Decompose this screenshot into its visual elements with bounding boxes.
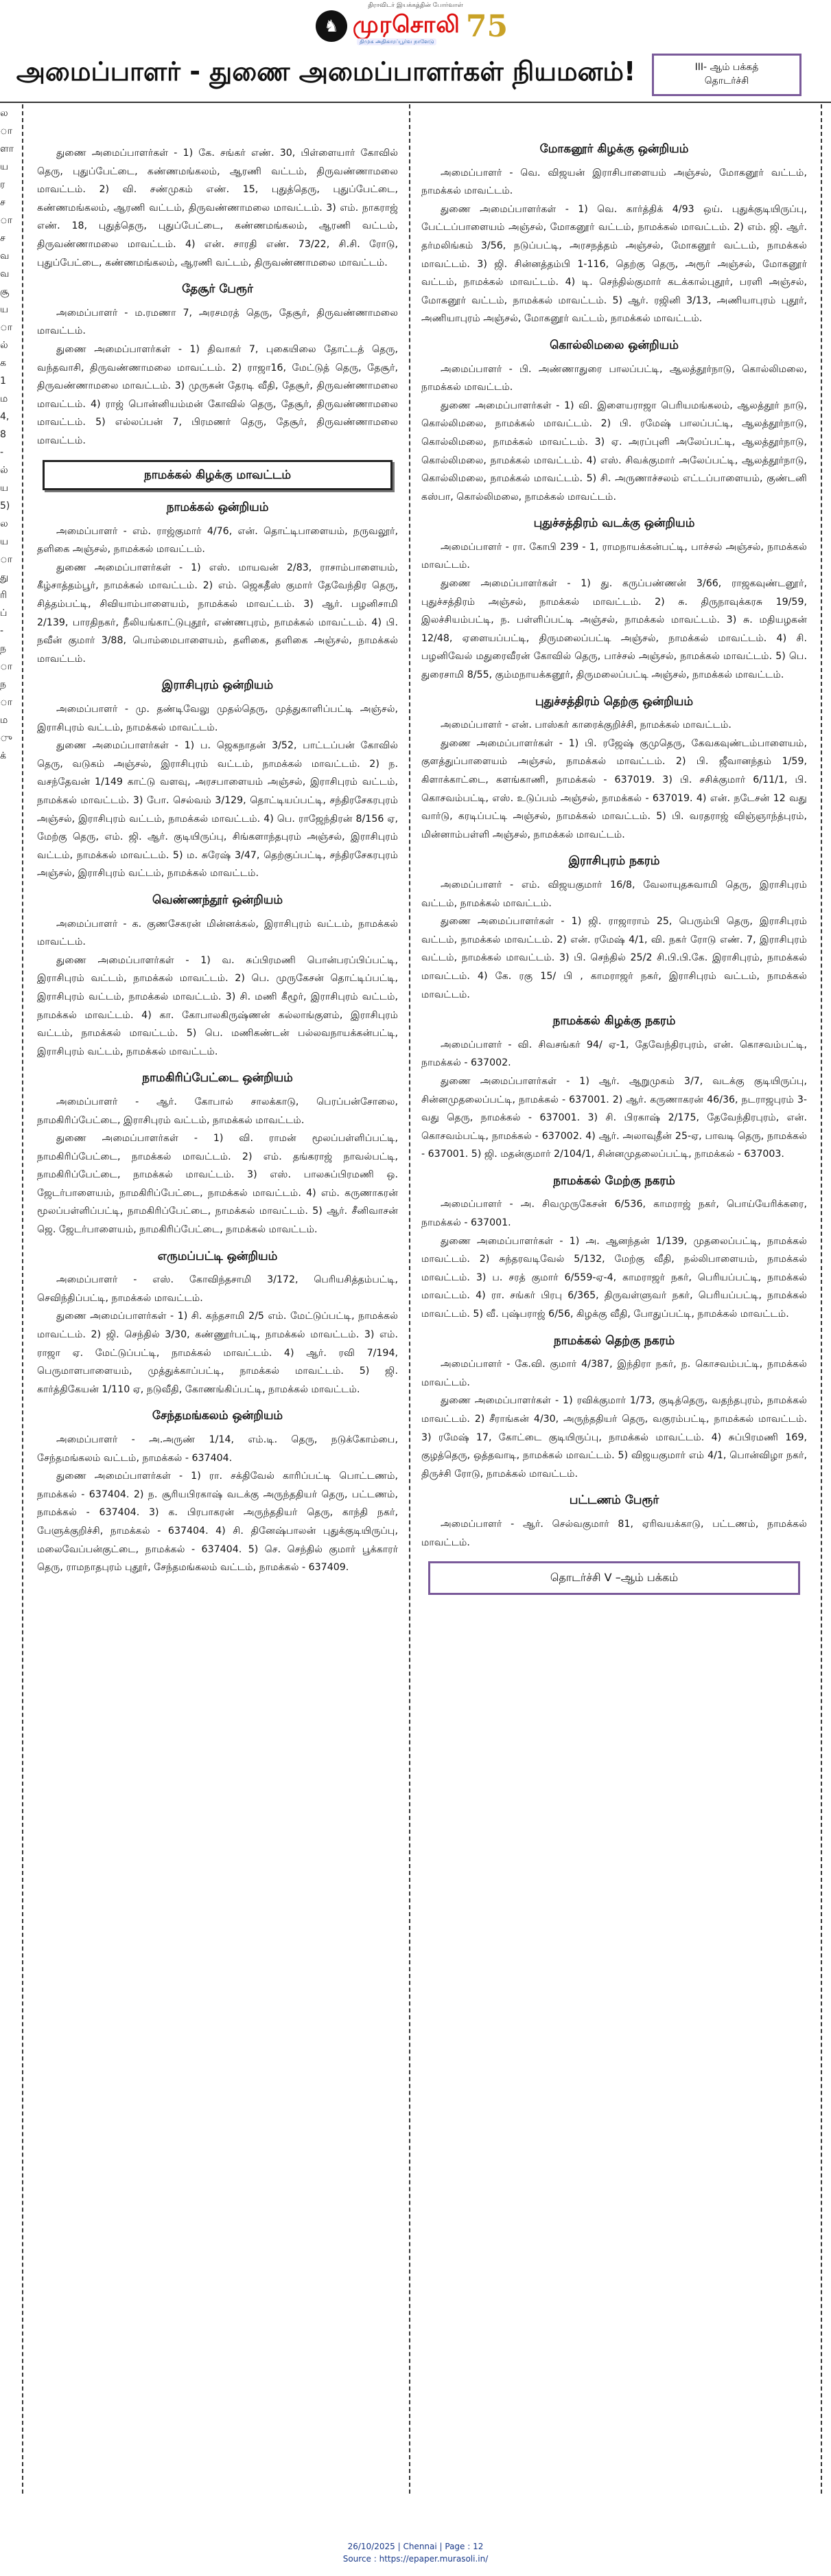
article-paragraph: துணை அமைப்பாளர்கள் - 1) சி. கந்தசாமி 2/5 எம். மேட்டுப்பட்டி, நாமக்கல் மாவட்டம். 2) ஜி. செந்தில் 3/30, கண்ணூர்பட்டி, நாமக்கல் மாவட்டம். 3) எம். ராஜா ஏ. மேட்டுப்பட்டி, நாமக்கல் மாவட்டம். 4) ஆர். ரவி 7/194, பெருமாளபாளையம், முத்துக்காப்பட்டி, நாமக்கல் மாவட்டம். 5) ஜி. கார்த்திகேயன் 1/110 ஏ, நடுவீதி, கோணங்கிப்பட்டி, நாமக்கல் மாவட்டம். xyxy=(37,1311,398,1395)
article-paragraph: துணை அமைப்பாளர்கள் - 1) வி. ராமன் மூலப்பள்ளிப்பட்டி, நாமகிரிப்பேட்டை, நாமக்கல் மாவட்டம். 2) எம். தங்கராஜ் நாவல்பட்டி, நாமகிரிப்பேட்டை, நாமக்கல் மாவட்டம். 3) எஸ். பாலசுப்பிரமணி ஒ. ஜேடர்பாளையம், நாமகிரிப்பேட்டை, நாமக்கல் மாவட்டம். 4) எம். கருணாகரன் மூலப்பள்ளிப்பட்டி, நாமகிரிப்பேட்டை, நாமக்கல் மாவட்டம். 5) ஆர். சீனிவாசன் ஜெ. ஜேடர்பாளையம், நாமகிரிப்பேட்டை, நாமக்கல் மாவட்டம். xyxy=(37,1133,398,1236)
article-paragraph: துணை அமைப்பாளர்கள் - 1) வெ. கார்த்திக் 4/93 ஒய். புதுக்குடியிருப்பு, பேட்டப்பாளையம் அஞ்சல், மோகனூர் வட்டம், நாமக்கல் மாவட்டம். 2) எம். ஜி. ஆர். தர்மலிங்கம் 3/56, நடுப்பட்டி, அரசநத்தம் அஞ்சல், மோகனூர் வட்டம், நாமக்கல் மாவட்டம். 3) ஜி. சின்னத்தம்பி 1-116, தெற்கு தெரு, அரூர் அஞ்சல், மோகனூர் வட்டம், நாமக்கல் மாவட்டம். 4) டி. செந்தில்குமார் கடக்கால்புதூர், பரளி அஞ்சல், மோகனூர் வட்டம், நாமக்கல் மாவட்டம். 5) ஆர். ரஜினி 3/13, அணியாபுரம் புதூர், அணியாபுரம் அஞ்சல், மோகனூர் வட்டம், நாமக்கல் மாவட்டம். xyxy=(421,203,807,325)
article-paragraph: அமைப்பாளர் - எம். விஜயகுமார் 16/8, வேலாயுதசுவாமி தெரு, இராசிபுரம் வட்டம், நாமக்கல் மாவட்டம். xyxy=(421,879,807,909)
cropped-text-fragment: ா xyxy=(0,322,12,333)
cropped-text-fragment: ம xyxy=(0,715,8,726)
article-column-1 xyxy=(37,144,398,1577)
cropped-text-fragment: 1 xyxy=(0,376,6,387)
article-paragraph: அமைப்பாளர் - என். பாஸ்கர் காரைக்குறிச்சி, நாமக்கல் மாவட்டம். xyxy=(441,720,731,731)
cropped-text-fragment: ா xyxy=(0,554,12,565)
article-paragraph: அமைப்பாளர் - ம.ரமணா 7, அரசமரத் தெரு, தேசூர், திருவண்ணாமலை மாவட்டம். xyxy=(37,307,398,337)
section-heading: வெண்ணந்தூர் ஒன்றியம் xyxy=(152,893,283,907)
cropped-text-fragment: ளா xyxy=(0,143,14,154)
cropped-text-fragment: ல் xyxy=(0,465,8,476)
column-divider-2 xyxy=(409,104,410,2494)
cropped-text-fragment: 4, xyxy=(0,411,10,422)
edition-info: 26/10/2025 | Chennai | Page : 12 xyxy=(347,2542,484,2551)
cropped-text-fragment: ரி xyxy=(0,590,8,601)
article-paragraph: துணை அமைப்பாளர்கள் - 1) எஸ். மாயவன் 2/83, ராசாம்பாளையம், கீழ்சாத்தம்பூர், நாமக்கல் மாவட்டம். 2) எம். ஜெகதீஸ் குமார் தேவேந்திர தெரு, சித்தம்பட்டி, சிவியாம்பாளையம், நாமக்கல் மாவட்டம். 3) ஆர். பழனிசாமி 2/139, பாரதிநகர், நீலியங்காட்டுபுதூர், எண்ணபுரம், நாமக்கல் மாவட்டம். 4) பி. நவீன் குமார் 3/88, பொம்மைபாளையம், தளிகை, தளிகை அஞ்சல், நாமக்கல் மாவட்டம். xyxy=(37,562,398,665)
article-paragraph: துணை அமைப்பாளர்கள் - 1) வி. இளையராஜா பெரியமங்கலம், ஆலத்தூர் நாடு, கொல்லிமலை, நாமக்கல் மாவட்டம். 2) பி. ரமேஷ் பாலப்பட்டி, ஆலத்தூர்நாடு, கொல்லிமலை, நாமக்கல் மாவட்டம். 3) ஏ. அரப்புளி அலேப்பட்டி, ஆலத்தூர்நாடு, கொல்லிமலை, நாமக்கல் மாவட்டம். 4) எஸ். சிவக்குமார் அலேப்பட்டி, ஆலத்தூர்நாடு, கொல்லிமலை, நாமக்கல் மாவட்டம். 5) சி. அருணாச்சலம் எட்டப்பாளையம், குண்டனி கஸ்பா, கொல்லிமலை, நாமக்கல் மாவட்டம். xyxy=(421,400,807,503)
article-paragraph: அமைப்பாளர் - ஆர். கோபால் சாலக்காடு, பெரப்பன்சோலை, நாமகிரிப்பேட்டை, இராசிபுரம் வட்டம், நாமக்கல் மாவட்டம். xyxy=(37,1096,398,1126)
cropped-text-fragment: ப் xyxy=(0,608,8,619)
masthead-subtitle: திமுக அதிகாரப்பூர்வ நாளேடு xyxy=(357,38,436,45)
cropped-text-fragment: ு xyxy=(0,733,12,744)
cropped-text-fragment: ா xyxy=(0,697,12,708)
cropped-text-fragment: ல xyxy=(0,518,8,529)
article-paragraph: துணை அமைப்பாளர்கள் - 1) து. கருப்பண்ணன் 3/66, ராஜகவுண்டனூர், புதுச்சத்திரம் அஞ்சல், நாமக்கல் மாவட்டம். 2) சு. திருநாவுக்கரசு 19/59, இலச்சியம்பட்டி, ந. பள்ளிப்பட்டி அஞ்சல், நாமக்கல் மாவட்டம். 3) சு. மதியழகன் 12/48, ஏளையப்பட்டி, திருமலைப்பட்டி அஞ்சல், நாமக்கல் மாவட்டம். 4) சி. பழனிவேல் மதுரைவீரன் கோவில் தெரு, பாச்சல் அஞ்சல், நாமக்கல் மாவட்டம். 5) பெ. துரைசாமி 8/55, கும்மநாயக்கனூர், திருமலைப்பட்டி அஞ்சல், நாமக்கல் மாவட்டம். xyxy=(421,578,807,681)
cropped-text-fragment: ய xyxy=(0,161,9,172)
article-paragraph: அமைப்பாளர் - அ.அருண் 1/14, எம்.டி. தெரு, நடுக்கோம்பை, சேந்தமங்கலம் வட்டம், நாமக்கல் - 637404. xyxy=(37,1434,398,1464)
cropped-text-fragment: ந xyxy=(0,643,6,654)
cropped-text-fragment: ா xyxy=(0,661,12,672)
cropped-text-fragment: ல் xyxy=(0,340,8,351)
article-paragraph: துணை அமைப்பாளர்கள் - 1) ரா. சக்திவேல் காரிப்பட்டி பொட்டணம், நாமக்கல் - 637404. 2) ந. சூரியபிரகாஷ் வடக்கு அருந்ததியர் தெரு, பட்டணம், நாமக்கல் - 637404. 3) க. பிரபாகரன் அருந்ததியர் தெரு, காந்தி நகர், பேளுக்குறிச்சி, நாமக்கல் - 637404. 4) சி. தினேஷ்பாலன் புதுக்குடியிருப்பு, மலைவேப்பன்குட்டை, நாமக்கல் - 637404. 5) செ. செந்தில் குமார் பூக்காரர் தெரு, ராமநாதபுரம் புதூர், சேந்தமங்கலம் வட்டம், நாமக்கல் - 637409. xyxy=(37,1471,398,1574)
article-paragraph: துணை அமைப்பாளர்கள் - 1) அ. ஆனந்தன் 1/139, முதலைப்பட்டி, நாமக்கல் மாவட்டம். 2) சுந்தரவடிவேல் 5/132, மேற்கு வீதி, நல்லிபாளையம், நாமக்கல் மாவட்டம். 3) ப. சரத் குமார் 6/559-ஏ-4, காமராஜர் நகர், பெரியப்பட்டி, நாமக்கல் மாவட்டம். 4) ரா. சங்கர் பிரபு 6/365, திருவள்ளுவர் நகர், பெரியப்பட்டி, நாமக்கல் மாவட்டம். 5) வீ. புஷ்பராஜ் 6/56, கிழக்கு வீதி, போதுப்பட்டி, நாமக்கல் மாவட்டம். xyxy=(421,1235,807,1320)
article-paragraph: அமைப்பாளர் - ஆர். செல்வகுமார் 81, ஏரிவயக்காடு, பட்டணம், நாமக்கல் மாவட்டம். xyxy=(421,1518,807,1548)
page-footer xyxy=(0,2540,831,2565)
column-divider-1 xyxy=(22,104,23,2494)
section-heading: புதுச்சத்திரம் வடக்கு ஒன்றியம் xyxy=(533,516,695,531)
cropped-text-fragment: ந xyxy=(0,679,6,690)
cropped-text-fragment: ச xyxy=(0,233,5,244)
section-heading: நாமக்கல் ஒன்றியம் xyxy=(166,501,269,515)
article-paragraph: அமைப்பாளர் - எஸ். கோவிந்தசாமி 3/172, பெரியசித்தம்பட்டி, செவிந்திப்பட்டி, நாமக்கல் மாவட்டம். xyxy=(37,1274,398,1304)
section-heading: நாமக்கல் மேற்கு நகரம் xyxy=(553,1173,675,1188)
section-heading: நாமகிரிப்பேட்டை ஒன்றியம் xyxy=(142,1071,293,1085)
section-heading: தேசூர் பேரூர் xyxy=(182,282,253,297)
section-heading: கொல்லிமலை ஒன்றியம் xyxy=(550,338,679,352)
source-link[interactable]: Source : https://epaper.murasoli.in/ xyxy=(342,2554,489,2564)
article-paragraph: அமைப்பாளர் - கே.வி. குமார் 4/387, இந்திரா நகர், ந. கொசவம்பட்டி, நாமக்கல் மாவட்டம். xyxy=(421,1359,807,1388)
section-heading: நாமக்கல் தெற்கு நகரம் xyxy=(553,1333,675,1348)
cropped-text-fragment: ா xyxy=(0,126,12,137)
section-heading: இராசிபுரம் ஒன்றியம் xyxy=(161,678,274,693)
header-divider xyxy=(0,102,831,103)
anniversary-badge: 75 xyxy=(465,8,508,44)
section-heading: இராசிபுரம் நகரம் xyxy=(568,854,660,869)
article-paragraph: அமைப்பாளர் - அ. சிவமுருகேசன் 6/536, காமராஜ் நகர், பொய்யேரிக்கரை, நாமக்கல் - 637001. xyxy=(421,1199,807,1229)
article-paragraph: துணை அமைப்பாளர்கள் - 1) பி. ரஜேஷ் குமுதெரு, கேவகவுண்டம்பாளையம், குளத்துப்பாளையம் அஞ்சல், நாமக்கல் மாவட்டம். 2) பி. ஜீவானந்தம் 1/59, கிளாக்காட்டை, களங்காணி, நாமக்கல் - 637019. 3) பி. சசிக்குமார் 6/11/1, பி. கொசவம்பட்டி, எஸ். உடுப்பம் அஞ்சல், நாமக்கல் - 637019. 4) என். நடேசன் 12 வது வார்டு, கரடிப்பட்டி அஞ்சல், நாமக்கல் மாவட்டம். 5) பி. வரதராஜ் விஞ்ஞாந்த்புரம், மின்னாம்பள்ளி அஞ்சல், நாமக்கல் மாவட்டம். xyxy=(421,737,807,840)
section-heading: நாமக்கல் கிழக்கு நகரம் xyxy=(552,1014,676,1028)
cropped-text-fragment: க xyxy=(0,358,6,369)
continued-to-box: தொடர்ச்சி V –ஆம் பக்கம் xyxy=(428,1561,800,1595)
article-paragraph: அமைப்பாளர் - வி. சிவசங்கர் 94/ ஏ-1, தேவேந்திரபுரம், என். கொசவம்பட்டி, நாமக்கல் - 637002. xyxy=(421,1039,807,1069)
cropped-text-fragment: க் xyxy=(0,750,6,761)
district-heading: நாமக்கல் கிழக்கு மாவட்டம் xyxy=(43,460,393,491)
cropped-text-fragment: - xyxy=(0,625,4,636)
cropped-text-fragment: ச xyxy=(0,197,5,208)
cropped-text-fragment: ா xyxy=(0,215,12,226)
article-paragraph: அமைப்பாளர் - வெ. விஜயன் இராசிபாளையம் அஞ்சல், மோகனூர் வட்டம், நாமக்கல் மாவட்டம். xyxy=(421,167,807,197)
article-paragraph: துணை அமைப்பாளர்கள் - 1) ரவிக்குமார் 1/73, குடித்தெரு, வதந்தபுரம், நாமக்கல் மாவட்டம். 2) சீராங்கன் 4/30, அருந்ததியர் தெரு, வகுரம்பட்டி, நாமக்கல் மாவட்டம். 3) ரமேஷ் 17, கோட்டை குடியிருப்பு, நாமக்கல் மாவட்டம். 4) சுப்பிரமணி 169, குழத்தெரு, ஒத்தவாடி, நாமக்கல் மாவட்டம். 5) விஜயகுமார் எம் 4/1, பொன்விழா நகர், திருச்சி ரோடு, நாமக்கல் மாவட்டம். xyxy=(421,1395,807,1480)
section-heading: எருமப்பட்டி ஒன்றியம் xyxy=(157,1249,278,1263)
article-paragraph: அமைப்பாளர் - க. குணசேகரன் மின்னக்கல், இராசிபுரம் வட்டம், நாமக்கல் மாவட்டம். xyxy=(37,918,398,948)
article-paragraph: துணை அமைப்பாளர்கள் - 1) ப. ஜெகநாதன் 3/52, பாட்டப்பன் கோவில் தெரு, வடுகம் அஞ்சல், இராசிபுரம் வட்டம், நாமக்கல் மாவட்டம். 2) ந. வசந்தேவன் 1/149 காட்டு வளவு, அரசபாளையம் அஞ்சல், இராசிபுரம் வட்டம், நாமக்கல் மாவட்டம். 3) போ. செல்வம் 3/129, தொட்டியப்பட்டி, சந்திரசேகரபுரம் அஞ்சல், இராசிபுரம் வட்டம், நாமக்கல் மாவட்டம். 4) பெ. ராஜேந்திரன் 8/156 ஏ, மேற்கு தெரு, எம். ஜி. ஆர். குடியிருப்பு, சிங்களாந்தபுரம் அஞ்சல், இராசிபுரம் வட்டம், நாமக்கல் மாவட்டம். 5) ம. சுரேஷ் 3/47, தெற்குப்பட்டி, சந்திரசேகரபுரம் அஞ்சல், இராசிபுரம் வட்டம், நாமக்கல் மாவட்டம். xyxy=(37,740,398,879)
cropped-text-fragment: ல xyxy=(0,108,8,119)
article-paragraph: அமைப்பாளர் - எம். ராஜ்குமார் 4/76, என். தொட்டிபாளையம், நருவலூர், தளிகை அஞ்சல், நாமக்கல் மாவட்டம். xyxy=(37,525,398,555)
cropped-text-fragment: ய xyxy=(0,304,9,315)
cropped-text-fragment: வ xyxy=(0,251,10,262)
article-paragraph: துணை அமைப்பாளர்கள் - 1) வ. சுப்பிரமணி பொன்பரப்பிப்பட்டி, இராசிபுரம் வட்டம், நாமக்கல் மாவட்டம். 2) பெ. முருகேசன் தொட்டிப்பட்டி, இராசிபுரம் வட்டம், நாமக்கல் மாவட்டம். 3) சி. மணி கீழூர், இராசிபுரம் வட்டம், நாமக்கல் மாவட்டம். 4) கா. கோபாலகிருஷ்ணன் கல்லாங்குளம், இராசிபுரம் வட்டம், நாமக்கல் மாவட்டம். 5) பெ. மணிகண்டன் பல்லவநாயக்கன்பட்டி, இராசிபுரம் வட்டம், நாமக்கல் மாவட்டம். xyxy=(37,954,398,1057)
section-heading: பட்டணம் பேரூர் xyxy=(569,1493,659,1508)
paper-name: முரசொலி xyxy=(352,11,460,38)
cropped-text-fragment: ம xyxy=(0,393,8,404)
horse-emblem-icon: ♞ xyxy=(316,10,347,42)
article-paragraph: அமைப்பாளர் - பி. அண்ணாதுரை பாலப்பட்டி, ஆலத்தூர்நாடு, கொல்லிமலை, நாமக்கல் மாவட்டம். xyxy=(421,363,807,393)
article-paragraph: அமைப்பாளர் - ரா. கோபி 239 - 1, ராமநாயக்கன்பட்டி, பாச்சல் அஞ்சல், நாமக்கல் மாவட்டம். xyxy=(421,541,807,571)
section-heading: சேந்தமங்கலம் ஒன்றியம் xyxy=(152,1409,283,1423)
cropped-text-fragment: 5) xyxy=(0,501,10,511)
article-paragraph: துணை அமைப்பாளர்கள் - 1) திவாகர் 7, புகையிலை தோட்டத் தெரு, வந்தவாசி, திருவண்ணாமலை மாவட்டம். 2) ராஜா16, மேட்டுத் தெரு, தேசூர், திருவண்ணாமலை மாவட்டம். 3) முருகன் தேரடி வீதி, தேசூர், திருவண்ணாமலை மாவட்டம். 4) ராஜ் பொன்னியம்மன் கோவில் தெரு, தேசூர், திருவண்ணாமலை மாவட்டம். 5) எல்லப்பன் 7, பிரமணர் தெரு, தேசூர், திருவண்ணாமலை மாவட்டம். xyxy=(37,343,398,446)
article-paragraph: துணை அமைப்பாளர்கள் - 1) கே. சங்கர் எண். 30, பிள்ளையார் கோவில் தெரு, புதுப்பேட்டை, கண்ணமங்கலம், ஆரணி வட்டம், திருவண்ணாமலை மாவட்டம். 2) வி. சண்முகம் எண். 15, புதுத்தெரு, புதுப்பேட்டை, கண்ணமங்கலம், ஆரணி வட்டம், திருவண்ணாமலை மாவட்டம். 3) எம். நாகராஜ் எண். 18, புதுத்தெரு, புதுப்பேட்டை, கண்ணமங்கலம், ஆரணி வட்டம், திருவண்ணாமலை மாவட்டம். 4) என். சாரதி எண். 73/22, சி.சி. ரோடு, புதுப்பேட்டை, கண்ணமங்கலம், ஆரணி வட்டம், திருவண்ணாமலை மாவட்டம். xyxy=(37,148,398,268)
cropped-text-fragment: 8 xyxy=(0,429,6,440)
cropped-text-fragment: ய xyxy=(0,483,9,494)
cropped-text-fragment: ய xyxy=(0,536,9,547)
continued-from-box xyxy=(652,54,801,96)
cropped-text-fragment: சூ xyxy=(0,286,10,297)
article-paragraph: துணை அமைப்பாளர்கள் - 1) ஜி. ராஜாராம் 25, பெரும்பி தெரு, இராசிபுரம் வட்டம், நாமக்கல் மாவட்டம். 2) என். ரமேஷ் 4/1, வி. நகர் ரோடு எண். 7, இராசிபுரம் வட்டம், நாமக்கல் மாவட்டம். 3) பி. செந்தில் 25/2 சி.பி.பி.கே. இராசிபுரம், நாமக்கல் மாவட்டம். 4) கே. ரகு 15/ பி , காமராஜர் நகர், இராசிபுரம் வட்டம், நாமக்கல் மாவட்டம். xyxy=(421,916,807,1000)
continued-from-line-1: III- ஆம் பக்கத் xyxy=(694,62,759,73)
page-headline: அமைப்பாளர் - துணை அமைப்பாளர்கள் நியமனம்! xyxy=(16,56,636,87)
cropped-left-column xyxy=(0,104,19,2494)
cropped-text-fragment: வ xyxy=(0,268,10,279)
article-paragraph: துணை அமைப்பாளர்கள் - 1) ஆர். ஆறுமுகம் 3/7, வடக்கு குடியிருப்பு, சின்னமுதலைப்பட்டி, நாமக்கல் - 637001. 2) ஆர். கருணாகரன் 46/36, நடராஜபுரம் 3- வது தெரு, நாமக்கல் - 637001. 3) சி. பிரகாஷ் 2/175, தேவேந்திரபுரம், என். கொசவம்பட்டி, நாமக்கல் - 637002. 4) ஆர். அலாவுதீன் 25-ஏ, பாவடி தெரு, நாமக்கல் - 637001. 5) ஜி. மதன்குமார் 2/104/1, சின்னமுதலைப்பட்டி, நாமக்கல் - 637003. xyxy=(421,1075,807,1160)
masthead-tagline: திராவிடர் இயக்கத்தின் போர்வாள் xyxy=(368,2,463,9)
masthead xyxy=(0,0,831,48)
cropped-text-fragment: - xyxy=(0,447,4,458)
column-divider-3 xyxy=(821,104,822,2494)
section-heading: புதுச்சத்திரம் தெற்கு ஒன்றியம் xyxy=(535,694,693,709)
article-column-2 xyxy=(421,144,807,1595)
section-heading: மோகனூர் கிழக்கு ஒன்றியம் xyxy=(539,142,689,156)
cropped-text-fragment: ர xyxy=(0,179,5,190)
article-paragraph: அமைப்பாளர் - மு. தண்டிவேலு முதல்தெரு, முத்துகாளிப்பட்டி அஞ்சல், இராசிபுரம் வட்டம், நாமக்கல் மாவட்டம். xyxy=(37,704,398,733)
cropped-text-fragment: து xyxy=(0,572,9,583)
continued-from-line-2: தொடர்ச்சி xyxy=(704,76,749,87)
